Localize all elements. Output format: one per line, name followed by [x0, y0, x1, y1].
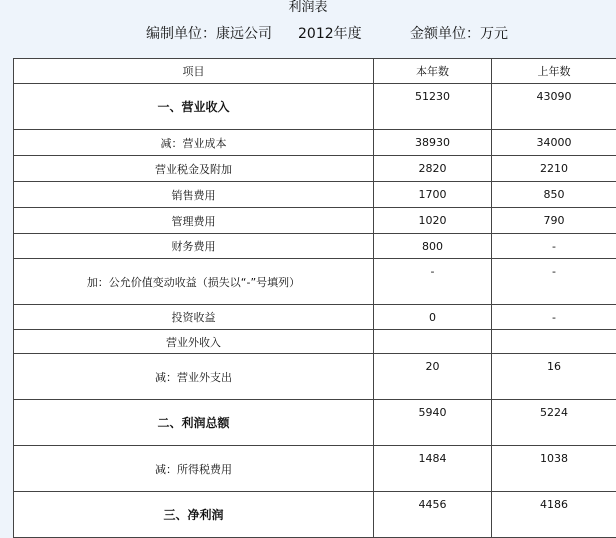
row-previous-value: 5224: [492, 400, 616, 446]
row-previous-value: 850: [492, 182, 616, 208]
row-current-value: [374, 330, 492, 354]
table-row: [14, 130, 616, 156]
table-row: [14, 156, 616, 182]
table-row: [14, 84, 616, 130]
row-previous-value: 16: [492, 354, 616, 400]
row-previous-value: [492, 330, 616, 354]
column-header-item: 项目: [14, 59, 374, 84]
row-item-label: 营业税金及附加: [14, 156, 374, 182]
table-row: [14, 259, 616, 305]
row-previous-value: 4186: [492, 492, 616, 538]
row-current-value: 0: [374, 305, 492, 330]
row-item-label: 二、利润总额: [14, 400, 374, 446]
row-current-value: 38930: [374, 130, 492, 156]
table-row: [14, 208, 616, 234]
column-header-previous-year: 上年数: [492, 59, 616, 84]
table-header-row: [14, 59, 616, 84]
table-row: [14, 446, 616, 492]
table-row: [14, 492, 616, 538]
row-current-value: 5940: [374, 400, 492, 446]
row-item-label: 营业外收入: [14, 330, 374, 354]
row-current-value: 20: [374, 354, 492, 400]
row-item-label: 管理费用: [14, 208, 374, 234]
row-current-value: 4456: [374, 492, 492, 538]
row-current-value: 1484: [374, 446, 492, 492]
preparer-label: 编制单位：康远公司: [146, 24, 272, 44]
table-row: [14, 400, 616, 446]
row-item-label: 销售费用: [14, 182, 374, 208]
row-item-label: 加：公允价值变动收益（损失以“-”号填列）: [14, 259, 374, 305]
row-item-label: 投资收益: [14, 305, 374, 330]
row-previous-value: 43090: [492, 84, 616, 130]
row-current-value: -: [374, 259, 492, 305]
page-title: 利润表: [0, 0, 616, 18]
row-previous-value: 790: [492, 208, 616, 234]
income-statement-table: [13, 58, 616, 538]
table-row: [14, 330, 616, 354]
fiscal-year-label: 2012年度: [298, 24, 362, 44]
row-item-label: 财务费用: [14, 234, 374, 259]
row-previous-value: -: [492, 305, 616, 330]
row-current-value: 2820: [374, 156, 492, 182]
row-current-value: 800: [374, 234, 492, 259]
table-row: [14, 182, 616, 208]
row-item-label: 减：营业外支出: [14, 354, 374, 400]
row-previous-value: 1038: [492, 446, 616, 492]
row-item-label: 一、营业收入: [14, 84, 374, 130]
row-current-value: 1020: [374, 208, 492, 234]
table-row: [14, 234, 616, 259]
row-current-value: 1700: [374, 182, 492, 208]
row-previous-value: 34000: [492, 130, 616, 156]
row-item-label: 减：所得税费用: [14, 446, 374, 492]
row-item-label: 减：营业成本: [14, 130, 374, 156]
column-header-current-year: 本年数: [374, 59, 492, 84]
amount-unit-label: 金额单位：万元: [410, 24, 508, 44]
table-row: [14, 305, 616, 330]
row-previous-value: -: [492, 234, 616, 259]
table-row: [14, 354, 616, 400]
row-item-label: 三、净利润: [14, 492, 374, 538]
row-previous-value: -: [492, 259, 616, 305]
row-previous-value: 2210: [492, 156, 616, 182]
row-current-value: 51230: [374, 84, 492, 130]
